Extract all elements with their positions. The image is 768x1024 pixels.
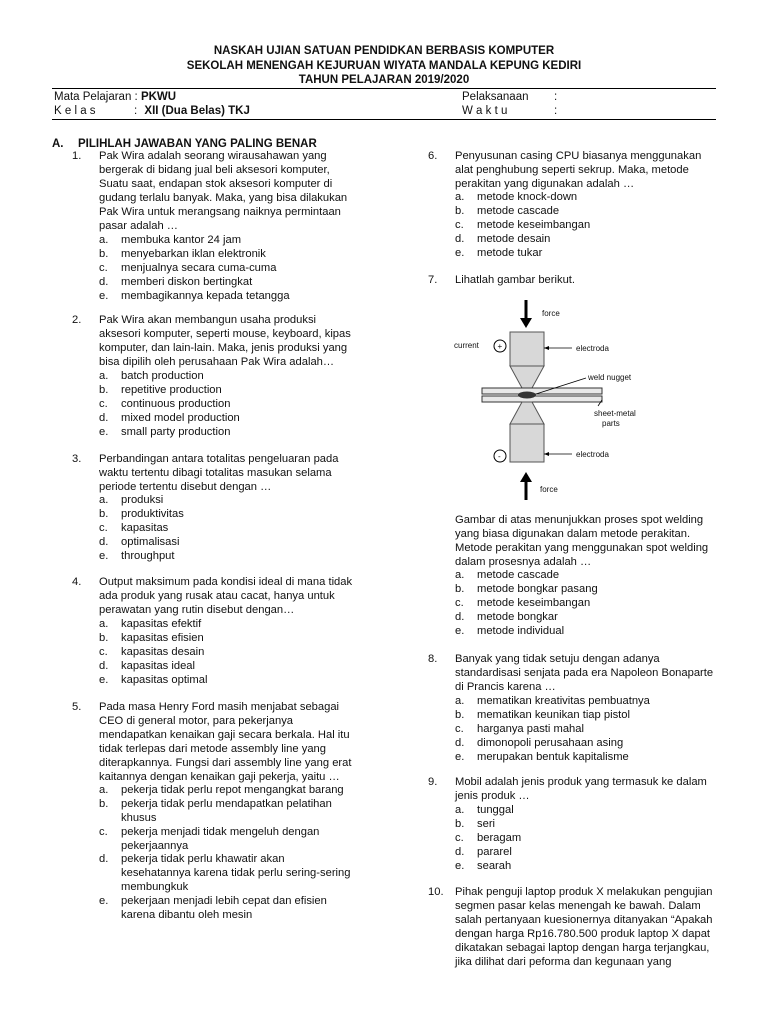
time-row	[462, 104, 557, 118]
option-letter: c.	[455, 831, 464, 844]
stem-line: segmen pasar kelas menengah ke bawah. Dalam	[455, 899, 701, 912]
option-letter: d.	[99, 853, 109, 866]
header-line-3: TAHUN PELAJARAN 2019/2020	[298, 74, 470, 86]
question-number: 7.	[428, 274, 438, 286]
question-number: 1.	[72, 150, 82, 162]
option-text: metode individual	[477, 624, 565, 637]
option-d-cont	[99, 867, 389, 881]
electroda-label-top: electroda	[576, 344, 609, 353]
option-letter: b.	[99, 507, 109, 520]
option-letter: e.	[99, 895, 109, 908]
option-letter: c.	[99, 261, 108, 274]
minus-sign: -	[498, 452, 501, 461]
option-text: pekerja tidak perlu mendapatkan pelatihan	[121, 797, 332, 810]
option-letter: c.	[99, 825, 108, 838]
stem-line: perakitan yang digunakan adalah …	[455, 177, 635, 190]
force-label-top: force	[542, 309, 560, 318]
force-arrowhead-bottom	[520, 472, 532, 482]
stem-line: bergerak di bidang jual beli aksesori komputer,	[99, 163, 330, 176]
force-arrowhead-top	[520, 318, 532, 328]
option-letter: a.	[99, 618, 109, 630]
option-text: metode bongkar pasang	[477, 582, 598, 595]
option-text: mematikan keunikan tiap pistol	[477, 708, 630, 721]
option-text: seri	[477, 817, 496, 830]
option-letter: d.	[99, 411, 109, 424]
option-text: searah	[477, 859, 512, 872]
option-c-cont	[99, 840, 389, 854]
stem-line: Gambar di atas menunjukkan proses spot welding	[455, 514, 704, 526]
stem-line: jenis produk …	[455, 789, 530, 802]
option-a[interactable]	[99, 784, 389, 798]
stem-line: salah pertanyaan kuesionernya ditanyakan “Apakah	[455, 913, 713, 926]
option-text: membungkuk	[121, 881, 189, 894]
subject-label: Mata Pelajaran :	[54, 91, 138, 103]
option-letter: e.	[455, 624, 465, 637]
weld-nugget-label: weld nugget	[588, 373, 632, 382]
sheet-metal-top	[482, 388, 602, 394]
stem-line: perawatan yang rutin disebut dengan…	[99, 603, 295, 616]
stem-line: jika dilihat dari peforma dan kegunaan yang	[455, 955, 672, 968]
option-letter: a.	[455, 695, 465, 707]
answer-options	[99, 784, 389, 923]
sheet-metal-label: sheet-metal	[594, 409, 636, 418]
exec-label: Pelaksanaan	[462, 91, 529, 103]
time-label: W a k t u	[462, 105, 508, 117]
question-number: 6.	[428, 150, 438, 162]
stem-line: Pak Wira adalah seorang wirausahawan yang	[99, 150, 327, 162]
stem-line: CEO di general motor, para pekerjanya	[99, 714, 294, 727]
option-letter: d.	[99, 275, 109, 288]
option-text: memberi diskon bertingkat	[121, 275, 253, 288]
plus-sign: +	[497, 342, 503, 351]
question-number: 4.	[72, 576, 82, 588]
option-letter: b.	[455, 708, 465, 721]
option-letter: d.	[455, 610, 465, 623]
stem-line: mendapatkan kenaikan gaji secara berkala. Hal itu	[99, 728, 350, 741]
stem-line: Pak Wira untuk merangsang naiknya permintaan	[99, 205, 341, 218]
option-text: pekerjaan menjadi lebih cepat dan efisien	[121, 895, 327, 908]
option-letter: c.	[99, 397, 108, 410]
top-electrode-tip	[510, 366, 544, 388]
option-text: produktivitas	[121, 507, 184, 520]
option-text: throughput	[121, 549, 175, 562]
option-letter: c.	[455, 218, 464, 231]
class-sep: :	[134, 105, 138, 117]
question-number: 9.	[428, 776, 438, 788]
option-letter: a.	[99, 784, 109, 796]
stem-line: Banyak yang tidak setuju dengan adanya	[455, 653, 660, 665]
section-letter: A.	[52, 138, 64, 150]
option-letter: b.	[99, 631, 109, 644]
header-top-rule	[52, 88, 716, 89]
leader-arrow	[544, 452, 549, 456]
question-stem	[99, 701, 351, 784]
option-text: batch production	[121, 370, 204, 382]
stem-line: dengan harga Rp16.780.500 produk laptop X dapat	[455, 927, 711, 940]
stem-line: gudang terlalu banyak. Maka, yang bisa dilakukan	[99, 191, 348, 204]
spot-welding-figure	[448, 296, 648, 504]
question-number: 3.	[72, 453, 82, 465]
class-label: K e l a s	[54, 105, 96, 117]
stem-line: kaitannya dengan kenaikan gaji pekerja, yaitu …	[99, 770, 340, 783]
option-letter: a.	[99, 494, 109, 506]
stem-line: waktu tertentu dibagi totalitas masukan selama	[99, 466, 332, 479]
document-header	[0, 44, 768, 88]
option-letter: a.	[99, 234, 109, 246]
stem-line: komputer, dan lain-lain. Maka, jenis produksi yang	[99, 341, 348, 354]
option-d-cont	[99, 881, 389, 895]
option-text: metode keseimbangan	[477, 596, 591, 609]
stem-line: Penyusunan casing CPU biasanya menggunakan	[455, 150, 702, 162]
option-b[interactable]	[99, 798, 389, 812]
stem-line: Perbandingan antara totalitas pengeluaran pada	[99, 453, 339, 465]
option-text: optimalisasi	[121, 535, 180, 548]
question-stem	[455, 150, 701, 192]
subject-value: PKWU	[140, 91, 177, 103]
option-text: kapasitas ideal	[121, 659, 196, 672]
option-text: produksi	[121, 494, 164, 506]
stem-line: aksesori komputer, seperti mouse, keyboard, kipas	[99, 327, 351, 340]
stem-line: dalam prosesnya adalah …	[455, 555, 592, 568]
stem-line: standardisasi senjata pada era Napoleon Bonaparte	[455, 666, 714, 679]
option-letter: d.	[99, 535, 109, 548]
option-text: pararel	[477, 845, 512, 858]
stem-line: bisa dipilih oleh perusahaan Pak Wira adalah…	[99, 355, 335, 368]
top-electrode	[510, 332, 544, 366]
option-text: kapasitas efisien	[121, 631, 204, 644]
question-stem	[99, 314, 351, 370]
section-title: PILIHLAH JAWABAN YANG PALING BENAR	[78, 138, 317, 150]
question-stem	[99, 453, 338, 495]
header-line-2: SEKOLAH MENENGAH KEJURUAN WIYATA MANDALA KEPUNG KEDIRI	[186, 59, 582, 72]
option-text: mixed model production	[121, 411, 240, 424]
option-text: metode tukar	[477, 246, 543, 259]
option-text: pekerja tidak perlu khawatir akan	[121, 853, 285, 866]
option-text: harganya pasti mahal	[477, 722, 584, 735]
option-letter: e.	[455, 750, 465, 763]
option-text: kapasitas desain	[121, 645, 205, 658]
electroda-label-bottom: electroda	[576, 450, 609, 459]
option-d[interactable]	[99, 853, 389, 867]
option-text: mematikan kreativitas pembuatnya	[477, 695, 650, 707]
question-number: 2.	[72, 314, 82, 326]
option-text: membuka kantor 24 jam	[121, 234, 242, 246]
option-letter: c.	[455, 596, 464, 609]
stem-line: Lihatlah gambar berikut.	[455, 274, 576, 286]
option-text: metode knock-down	[477, 191, 578, 203]
option-text: kapasitas efektif	[121, 618, 202, 630]
exec-sep: :	[554, 91, 558, 103]
parts-label: parts	[602, 419, 620, 428]
question-stem	[455, 653, 713, 695]
option-letter: e.	[99, 549, 109, 562]
option-e[interactable]	[99, 895, 389, 909]
option-letter: d.	[99, 659, 109, 672]
option-letter: a.	[455, 804, 465, 816]
option-text: pekerja tidak perlu repot mengangkat barang	[121, 784, 344, 796]
option-text: kapasitas	[121, 521, 169, 534]
question-stem	[99, 150, 347, 233]
option-e-cont	[99, 909, 389, 923]
question-stem	[455, 886, 713, 969]
question-stem	[455, 514, 708, 570]
option-text: metode cascade	[477, 569, 560, 581]
option-letter: a.	[455, 191, 465, 203]
option-text: beragam	[477, 831, 522, 844]
header-line-1: NASKAH UJIAN SATUAN PENDIDKAN BERBASIS KOMPUTER	[213, 45, 555, 57]
option-text: tunggal	[477, 804, 514, 816]
stem-line: periode tertentu disebut dengan …	[99, 480, 272, 493]
stem-line: Pada masa Henry Ford masih menjabat sebagai	[99, 701, 340, 713]
option-letter: e.	[99, 425, 109, 438]
option-text: repetitive production	[121, 383, 222, 396]
stem-line: ada produk yang rusak atau cacat, hanya untuk	[99, 589, 335, 602]
force-label-bottom: force	[540, 485, 558, 494]
option-letter: b.	[99, 383, 109, 396]
option-letter: d.	[455, 845, 465, 858]
stem-line: Mobil adalah jenis produk yang termasuk ke dalam	[455, 776, 707, 788]
header-bottom-rule	[52, 119, 716, 120]
leader-arrow	[544, 346, 549, 350]
option-text: metode cascade	[477, 204, 560, 217]
option-letter: c.	[99, 521, 108, 534]
option-letter: b.	[455, 582, 465, 595]
exec-row	[462, 90, 557, 104]
option-text: pekerjaannya	[121, 839, 189, 852]
class-value: XII (Dua Belas) TKJ	[144, 105, 250, 117]
option-text: metode desain	[477, 232, 551, 245]
stem-line: Metode perakitan yang menggunakan spot welding	[455, 541, 709, 554]
option-text: pekerja menjadi tidak mengeluh dengan	[121, 825, 320, 838]
section-heading	[52, 138, 317, 150]
option-text: kesehatannya karena tidak perlu sering-sering	[121, 867, 351, 880]
option-letter: b.	[455, 817, 465, 830]
class-row	[54, 104, 250, 118]
option-letter: b.	[99, 247, 109, 260]
option-text: metode bongkar	[477, 610, 558, 623]
option-letter: b.	[99, 797, 109, 810]
stem-line: pasar adalah …	[99, 219, 178, 232]
option-text: dimonopoli perusahaan asing	[477, 736, 624, 749]
stem-line: yang biasa digunakan dalam metode perakitan.	[455, 527, 691, 540]
option-text: karena dibantu oleh mesin	[121, 909, 253, 922]
option-text: menjualnya secara cuma-cuma	[121, 261, 277, 274]
subject-row	[54, 90, 176, 104]
option-text: kapasitas optimal	[121, 673, 208, 686]
option-c[interactable]	[99, 826, 389, 840]
question-number: 5.	[72, 701, 82, 713]
option-text: continuous production	[121, 397, 231, 410]
stem-line: Pak Wira akan membangun usaha produksi	[99, 314, 317, 326]
option-letter: d.	[455, 232, 465, 245]
option-b-cont	[99, 812, 389, 826]
option-letter: a.	[99, 370, 109, 382]
question-number: 8.	[428, 653, 438, 665]
bottom-electrode-tip	[510, 402, 544, 424]
stem-line: Pihak penguji laptop produk X melakukan pengujian	[455, 886, 713, 898]
stem-line: Suatu saat, endapan stok aksesori komputer di	[99, 177, 333, 190]
stem-line: dikatakan sebagai laptop dengan harga terjangkau,	[455, 941, 710, 954]
option-text: menyebarkan iklan elektronik	[121, 247, 266, 260]
question-stem	[455, 776, 707, 804]
option-text: metode keseimbangan	[477, 218, 591, 231]
weld-nugget	[518, 392, 536, 399]
option-letter: a.	[455, 569, 465, 581]
bottom-electrode	[510, 424, 544, 462]
option-letter: b.	[455, 204, 465, 217]
stem-line: di Prancis karena …	[455, 680, 556, 693]
stem-line: tidak terlepas dari metode assembly line yang	[99, 742, 326, 755]
option-letter: e.	[455, 859, 465, 872]
question-stem	[99, 576, 352, 618]
stem-line: alat penghubung seperti sekrup. Maka, metode	[455, 163, 689, 176]
option-text: membagikannya kepada tetangga	[121, 289, 290, 302]
option-letter: e.	[99, 673, 109, 686]
sheet-metal-bottom	[482, 396, 602, 402]
option-letter: c.	[455, 722, 464, 735]
option-letter: d.	[455, 736, 465, 749]
option-text: merupakan bentuk kapitalisme	[477, 750, 629, 763]
option-letter: e.	[455, 246, 465, 259]
question-stem	[455, 274, 575, 288]
option-letter: e.	[99, 289, 109, 302]
stem-line: Output maksimum pada kondisi ideal di mana tidak	[99, 576, 353, 588]
option-text: khusus	[121, 811, 157, 824]
option-text: small party production	[121, 425, 231, 438]
question-number: 10.	[428, 886, 444, 898]
current-label: current	[454, 341, 479, 350]
option-letter: c.	[99, 645, 108, 658]
time-sep: :	[554, 105, 558, 117]
stem-line: diterapkannya. Fungsi dari assembly line yang erat	[99, 756, 352, 769]
